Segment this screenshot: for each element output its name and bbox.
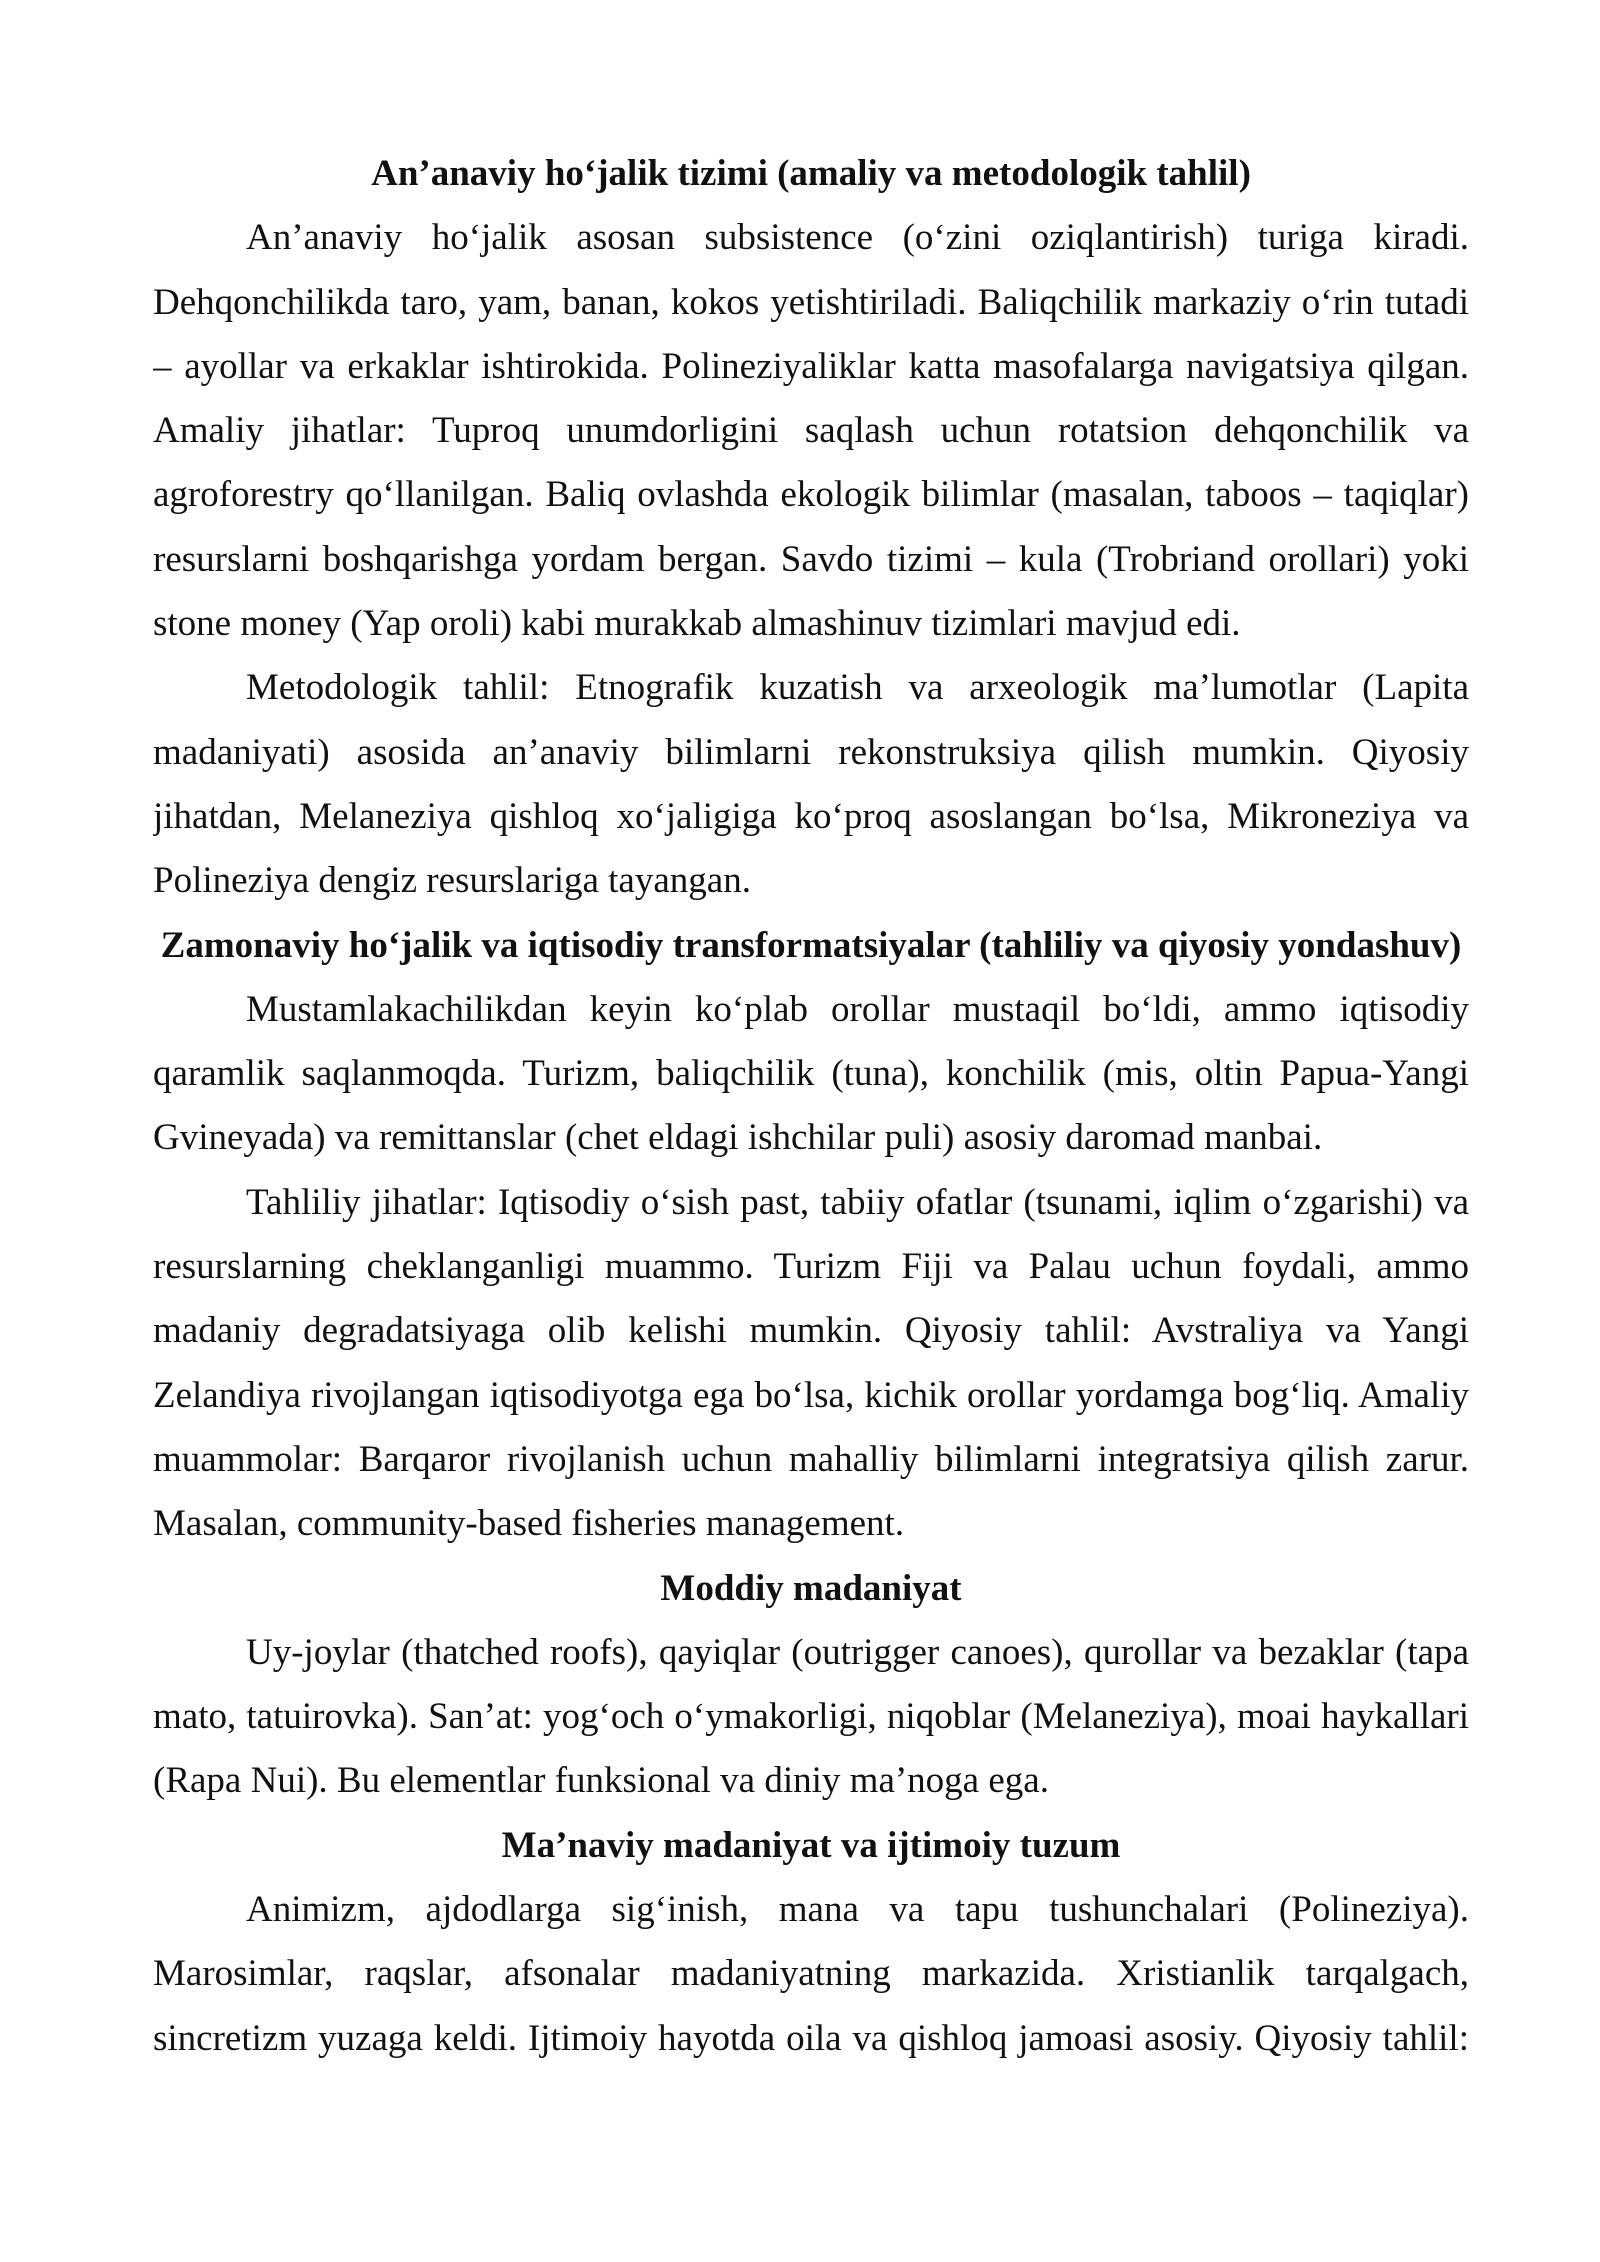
paragraph-line: jihatdan, Melaneziya qishloq xo‘jaligiga ko‘proq asoslangan bo‘lsa, Mikroneziya va bbox=[153, 795, 1469, 837]
paragraph-line: resurslarning cheklanganligi muammo. Turizm Fiji va Palau uchun foydali, ammo bbox=[153, 1246, 1469, 1288]
section-heading: Zamonaviy ho‘jalik va iqtisodiy transformatsiyalar (tahliliy va qiyosiy yondashuv) bbox=[160, 924, 1462, 966]
paragraph bbox=[153, 206, 1469, 656]
paragraph-line: mato, tatuirovka). San’at: yog‘och o‘ymakorligi, niqoblar (Melaneziya), moai haykallari bbox=[153, 1696, 1469, 1738]
paragraph bbox=[153, 978, 1469, 1171]
paragraph-line: (Rapa Nui). Bu elementlar funksional va diniy ma’noga ega. bbox=[153, 1760, 1049, 1802]
paragraph-line: stone money (Yap oroli) kabi murakkab almashinuv tizimlari mavjud edi. bbox=[153, 603, 1241, 645]
paragraph-line: Amaliy jihatlar: Tuproq unumdorligini saqlash uchun rotatsion dehqonchilik va bbox=[153, 410, 1469, 452]
section-heading: An’anaviy ho‘jalik tizimi (amaliy va metodologik tahlil) bbox=[371, 153, 1251, 194]
section-heading: Moddiy madaniyat bbox=[660, 1567, 962, 1609]
paragraph-line: Mustamlakachilikdan keyin ko‘plab orollar mustaqil bo‘ldi, ammo iqtisodiy bbox=[246, 988, 1469, 1030]
paragraph-line: An’anaviy ho‘jalik asosan subsistence (o‘zini oziqlantirish) turiga kiradi. bbox=[246, 217, 1469, 259]
paragraph bbox=[153, 1878, 1469, 2071]
paragraph-line: Gvineyada) va remittanslar (chet eldagi ishchilar puli) asosiy daromad manbai. bbox=[153, 1117, 1323, 1159]
paragraph-line: Tahliliy jihatlar: Iqtisodiy o‘sish past, tabiiy ofatlar (tsunami, iqlim o‘zgarishi) va bbox=[246, 1181, 1469, 1223]
paragraph-line: Polineziya dengiz resurslariga tayangan. bbox=[153, 860, 751, 902]
paragraph-line: madaniy degradatsiyaga olib kelishi mumkin. Qiyosiy tahlil: Avstraliya va Yangi bbox=[153, 1310, 1469, 1352]
paragraph-line: madaniyati) asosida an’anaviy bilimlarni rekonstruksiya qilish mumkin. Qiyosiy bbox=[153, 731, 1469, 773]
paragraph bbox=[153, 656, 1469, 913]
paragraph-line: Uy-joylar (thatched roofs), qayiqlar (outrigger canoes), qurollar va bezaklar (tapa bbox=[246, 1631, 1469, 1673]
paragraph-line: qaramlik saqlanmoqda. Turizm, baliqchilik (tuna), konchilik (mis, oltin Papua-Yangi bbox=[153, 1053, 1469, 1095]
paragraph bbox=[153, 1621, 1469, 1814]
paragraph-line: muammolar: Barqaror rivojlanish uchun mahalliy bilimlarni integratsiya qilish zarur. bbox=[153, 1438, 1469, 1480]
paragraph-line: sincretizm yuzaga keldi. Ijtimoiy hayotda oila va qishloq jamoasi asosiy. Qiyosiy tahlil: bbox=[153, 2017, 1469, 2059]
document-body bbox=[153, 142, 1469, 2071]
paragraph-line: Marosimlar, raqslar, afsonalar madaniyatning markazida. Xristianlik tarqalgach, bbox=[153, 1953, 1469, 1995]
paragraph-line: Zelandiya rivojlangan iqtisodiyotga ega bo‘lsa, kichik orollar yordamga bog‘liq. Amaliy bbox=[153, 1374, 1469, 1416]
paragraph bbox=[153, 1171, 1469, 1557]
paragraph-line: Metodologik tahlil: Etnografik kuzatish va arxeologik ma’lumotlar (Lapita bbox=[246, 667, 1469, 709]
paragraph-line: Masalan, community-based fisheries management. bbox=[153, 1503, 905, 1545]
paragraph-line: agroforestry qo‘llanilgan. Baliq ovlashda ekologik bilimlar (masalan, taboos – taqiqlar) bbox=[153, 474, 1469, 516]
paragraph-line: Animizm, ajdodlarga sig‘inish, mana va tapu tushunchalari (Polineziya). bbox=[246, 1889, 1469, 1931]
paragraph-line: resurslarni boshqarishga yordam bergan. Savdo tizimi – kula (Trobriand orollari) yoki bbox=[153, 538, 1469, 580]
paragraph-line: Dehqonchilikda taro, yam, banan, kokos yetishtiriladi. Baliqchilik markaziy o‘rin tutadi bbox=[153, 281, 1469, 323]
section-heading: Ma’naviy madaniyat va ijtimoiy tuzum bbox=[501, 1824, 1121, 1866]
paragraph-line: – ayollar va erkaklar ishtirokida. Polineziyaliklar katta masofalarga navigatsiya qilgan. bbox=[153, 345, 1469, 387]
